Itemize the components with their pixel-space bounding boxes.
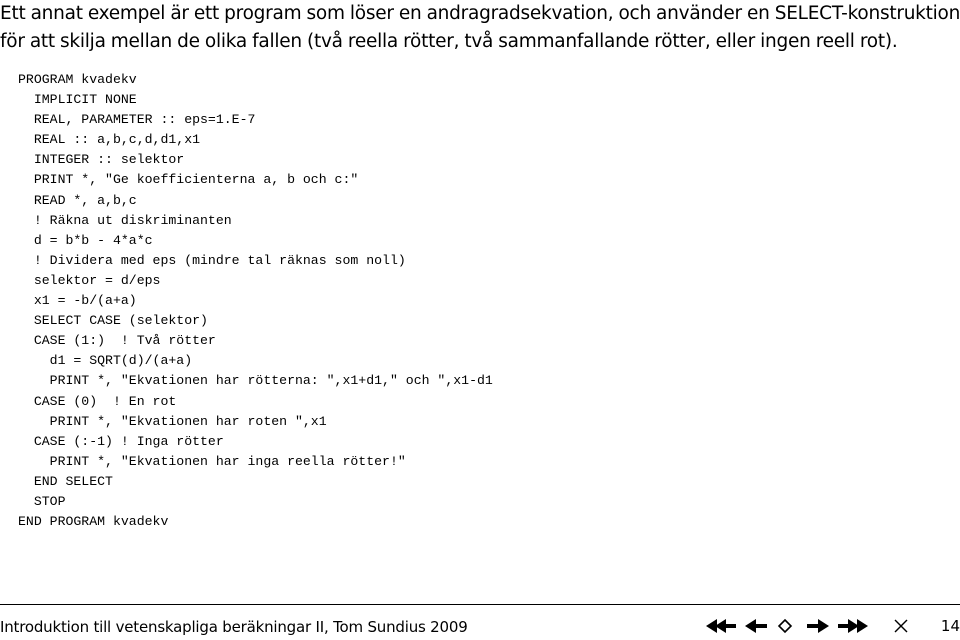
code-line: PROGRAM kvadekv: [18, 72, 137, 87]
code-line: ! Räkna ut diskriminanten: [18, 212, 232, 228]
page-number: 14: [940, 617, 960, 635]
first-page-icon[interactable]: [704, 618, 738, 634]
code-line: REAL, PARAMETER :: eps=1.E-7: [18, 112, 256, 128]
intro-line-1: Ett annat exempel är ett program som löser en andragradsekvation, och använder en SELECT-konstruktion: [0, 3, 960, 24]
back-diamond-icon[interactable]: [774, 618, 796, 634]
footer-bar: [0, 600, 960, 640]
code-line: SELECT CASE (selektor): [18, 313, 208, 329]
code-line: CASE (1:) ! Två rötter: [18, 333, 216, 349]
intro-line-2: för att skilja mellan de olika fallen (två reella rötter, två sammanfallande rötter, eller ingen reell rot).: [0, 31, 898, 52]
next-page-icon[interactable]: [804, 618, 832, 634]
close-icon[interactable]: [890, 618, 912, 634]
code-line: READ *, a,b,c: [18, 192, 137, 208]
code-line: CASE (0) ! En rot: [18, 393, 177, 409]
code-listing: [18, 70, 493, 532]
previous-page-icon[interactable]: [742, 618, 770, 634]
code-line: IMPLICIT NONE: [18, 92, 137, 108]
code-line: selektor = d/eps: [18, 272, 161, 288]
last-page-icon[interactable]: [836, 618, 870, 634]
code-line: PRINT *, "Ekvationen har rötterna: ",x1+d1," och ",x1-d1: [18, 373, 493, 389]
code-line: PRINT *, "Ekvationen har roten ",x1: [18, 413, 327, 429]
code-line: x1 = -b/(a+a): [18, 293, 137, 309]
footer-divider: [0, 604, 960, 605]
code-line: REAL :: a,b,c,d,d1,x1: [18, 132, 201, 148]
footer-title: Introduktion till vetenskapliga beräkningar II, Tom Sundius 2009: [0, 618, 468, 636]
code-line: CASE (:-1) ! Inga rötter: [18, 433, 224, 449]
code-line: PRINT *, "Ekvationen har inga reella rötter!": [18, 453, 406, 469]
navigation-controls: [704, 614, 960, 638]
code-line: END SELECT: [18, 473, 113, 489]
code-line: d = b*b - 4*a*c: [18, 232, 153, 248]
code-line: ! Dividera med eps (mindre tal räknas som noll): [18, 252, 406, 268]
code-line: PRINT *, "Ge koefficienterna a, b och c:": [18, 172, 359, 188]
code-line: END PROGRAM kvadekv: [18, 514, 169, 530]
intro-paragraph: [0, 0, 960, 56]
code-line: d1 = SQRT(d)/(a+a): [18, 353, 193, 369]
code-line: INTEGER :: selektor: [18, 152, 185, 168]
code-line: STOP: [18, 493, 66, 509]
